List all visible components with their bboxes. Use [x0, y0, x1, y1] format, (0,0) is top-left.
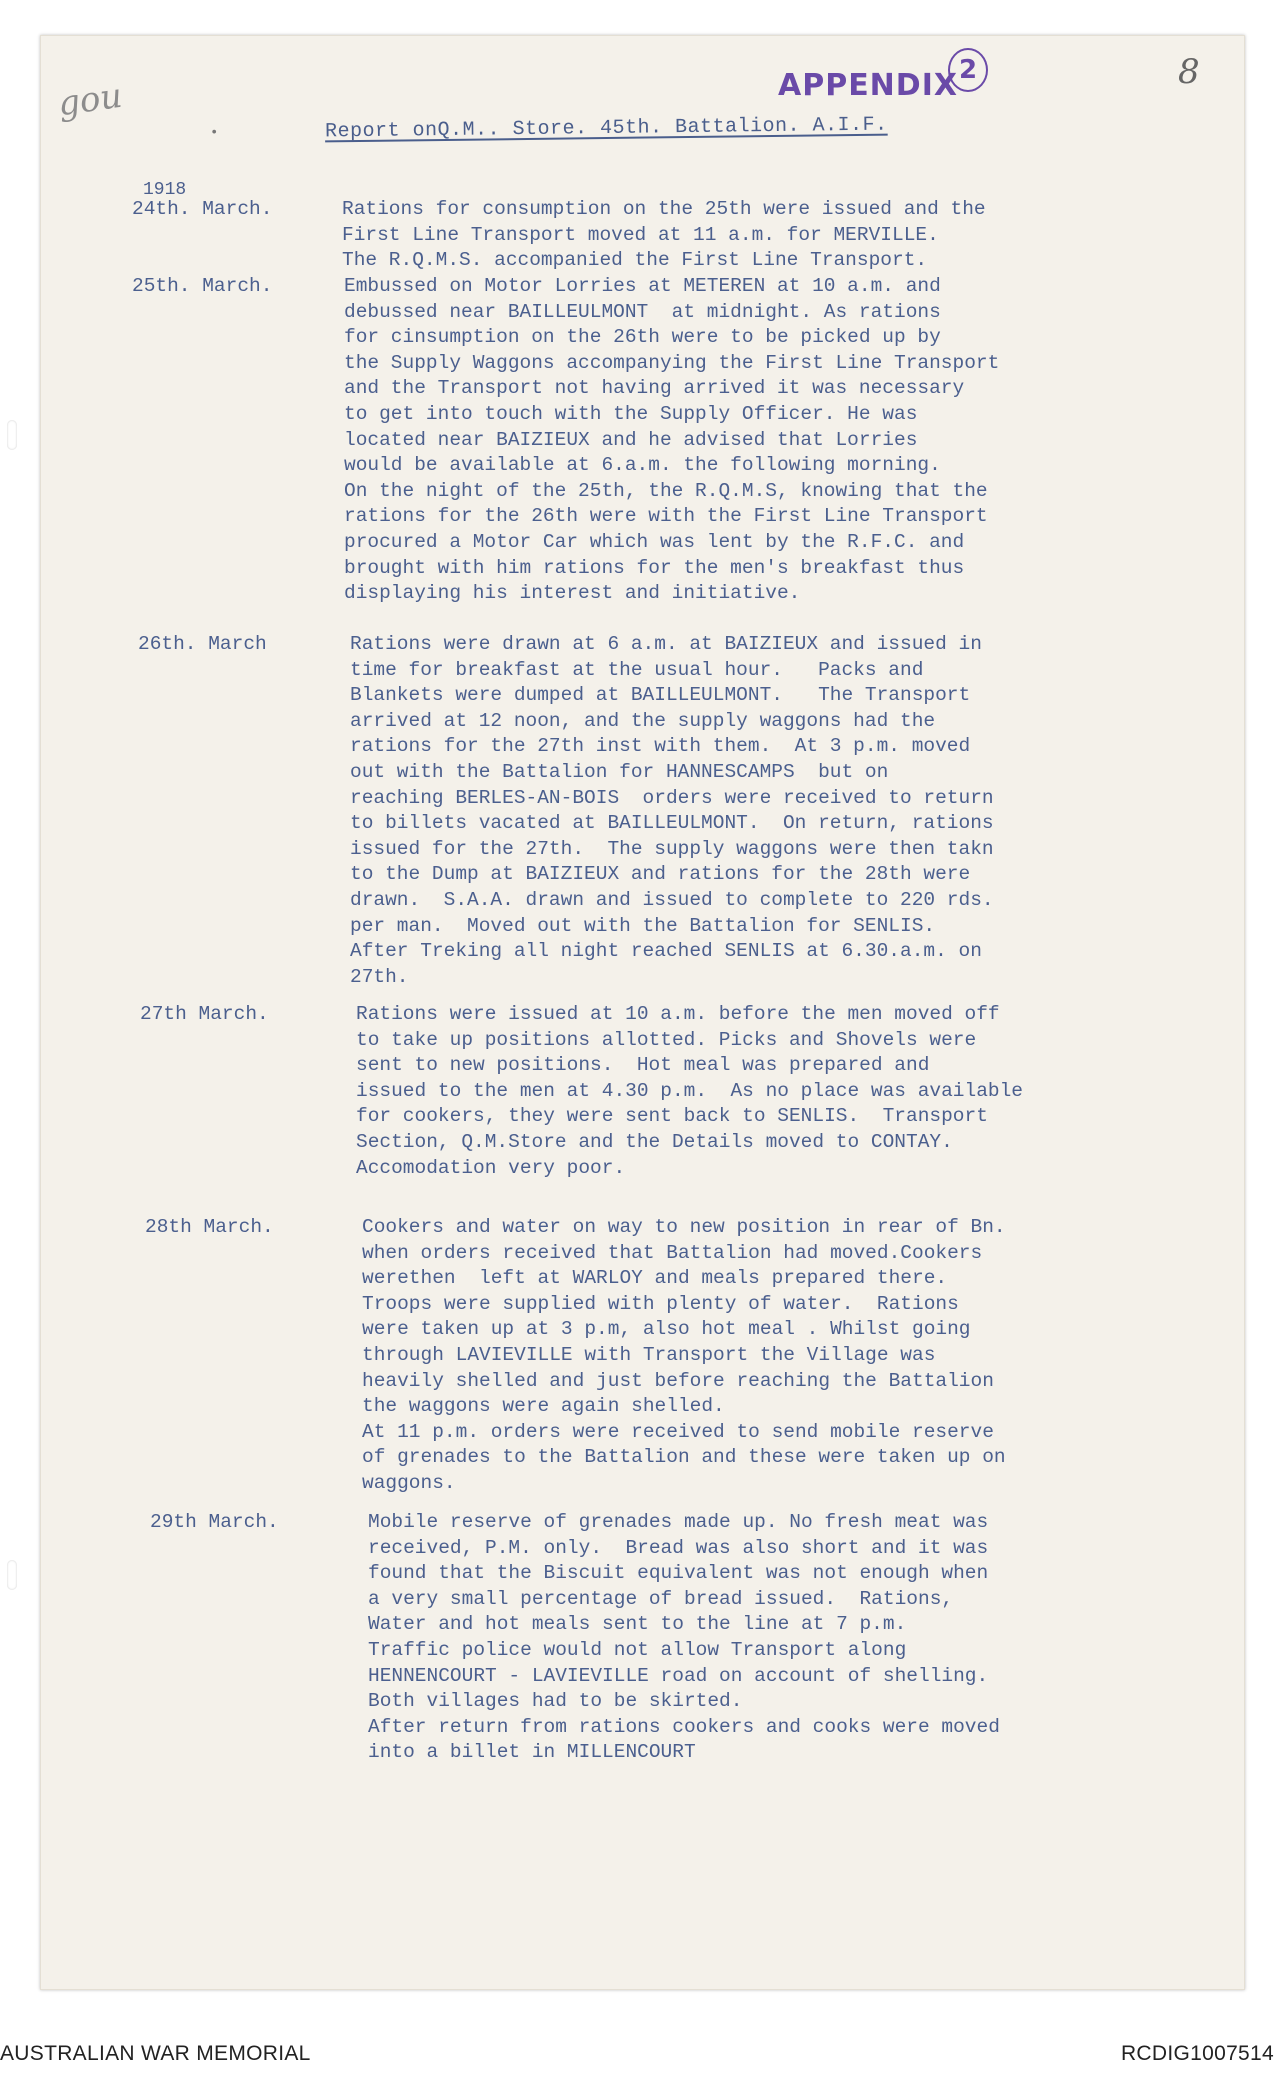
appendix-number: 2: [948, 48, 988, 92]
footer-institution: AUSTRALIAN WAR MEMORIAL: [0, 2042, 311, 2065]
tick-mark: •: [210, 125, 219, 141]
entry-text: Rations were issued at 10 a.m. before the men moved off to take up positions allotted. Picks and Shovels were sent to new positions. Hot meal was prepared and issued to the men at 4.30 p.m. As no place was available for cookers, they were sent back to SENLIS. Transport Section, Q.M.Store and the Details moved to CONTAY. Accomodation very poor.: [356, 1003, 1024, 1179]
margin-pencil-mark: gou: [55, 75, 125, 125]
entry-date: 29th March.: [150, 1511, 279, 1533]
entry-text: Rations were drawn at 6 a.m. at BAIZIEUX and issued in time for breakfast at the usual hour. Packs and Blankets were dumped at BAILLEULMONT. The Transport arrived at 12 noon, and the supply waggons had the rations for the 27th inst with them. At 3 p.m. moved out with the Battalion for HANNESCAMPS but on reaching BERLES-AN-BOIS orders were received to return to billets vacated at BAILLEULMONT. On return, rations issued for the 27th. The supply waggons were then takn to the Dump at BAIZIEUX and rations for the 28th were drawn. S.A.A. drawn and issued to complete to 220 rds. per man. Moved out with the Battalion for SENLIS. After Treking all night reached SENLIS at 6.30.a.m. on 27th.: [350, 633, 994, 988]
entry-date: 28th March.: [145, 1216, 274, 1238]
page-number: 8: [1178, 52, 1200, 92]
report-title: Report onQ.M.. Store. 45th. Battalion. A.I.F.: [324, 113, 888, 144]
entry-text: Mobile reserve of grenades made up. No fresh meat was received, P.M. only. Bread was also short and it was found that the Biscuit equivalent was not enough when a very small percentage of bread issued. Rations, Water and hot meals sent to the line at 7 p.m. Traffic police would not allow Transport along HENNENCOURT - LAVIEVILLE road on account of shelling. Both villages had to be skirted. After return from rations cookers and cooks were moved into a billet in MILLENCOURT: [368, 1511, 1000, 1764]
entry-text: Cookers and water on way to new position in rear of Bn. when orders received that Battalion had moved.Cookers werethen left at WARLOY and meals prepared there. Troops were supplied with plenty of water. Rations were taken up at 3 p.m, also hot meal . Whilst going through LAVIEVILLE with Transport the Village was heavily shelled and just before reaching the Battalion the waggons were again shelled. At 11 p.m. orders were received to send mobile reserve of grenades to the Battalion and these were taken up on waggons.: [362, 1216, 1006, 1494]
entry-date: 24th. March.: [132, 198, 273, 220]
entry-date: 26th. March: [138, 633, 267, 655]
footer-record-id: RCDIG1007514: [1120, 2042, 1274, 2065]
punch-hole: [7, 420, 17, 450]
year-label: 1918: [143, 180, 187, 200]
entry-text: Rations for consumption on the 25th were issued and the First Line Transport moved at 11 a.m. for MERVILLE. The R.Q.M.S. accompanied the First Line Transport.: [342, 198, 986, 272]
punch-hole: [7, 1560, 17, 1590]
entry-date: 27th March.: [140, 1003, 269, 1025]
entry-text: Embussed on Motor Lorries at METEREN at 10 a.m. and debussed near BAILLEULMONT at midnight. As rations for cinsumption on the 26th were to be picked up by the Supply Waggons accompanying the First Line Transport and the Transport not having arrived it was necessary to get into touch with the Supply Officer. He was located near BAIZIEUX and he advised that Lorries would be available at 6.a.m. the following morning. On the night of the 25th, the R.Q.M.S, knowing that the rations for the 26th were with the First Line Transport procured a Motor Car which was lent by the R.F.C. and brought with him rations for the men's breakfast thus displaying his interest and initiative.: [344, 275, 1000, 605]
entry-date: 25th. March.: [132, 275, 273, 297]
appendix-stamp: APPENDIX: [778, 68, 958, 103]
